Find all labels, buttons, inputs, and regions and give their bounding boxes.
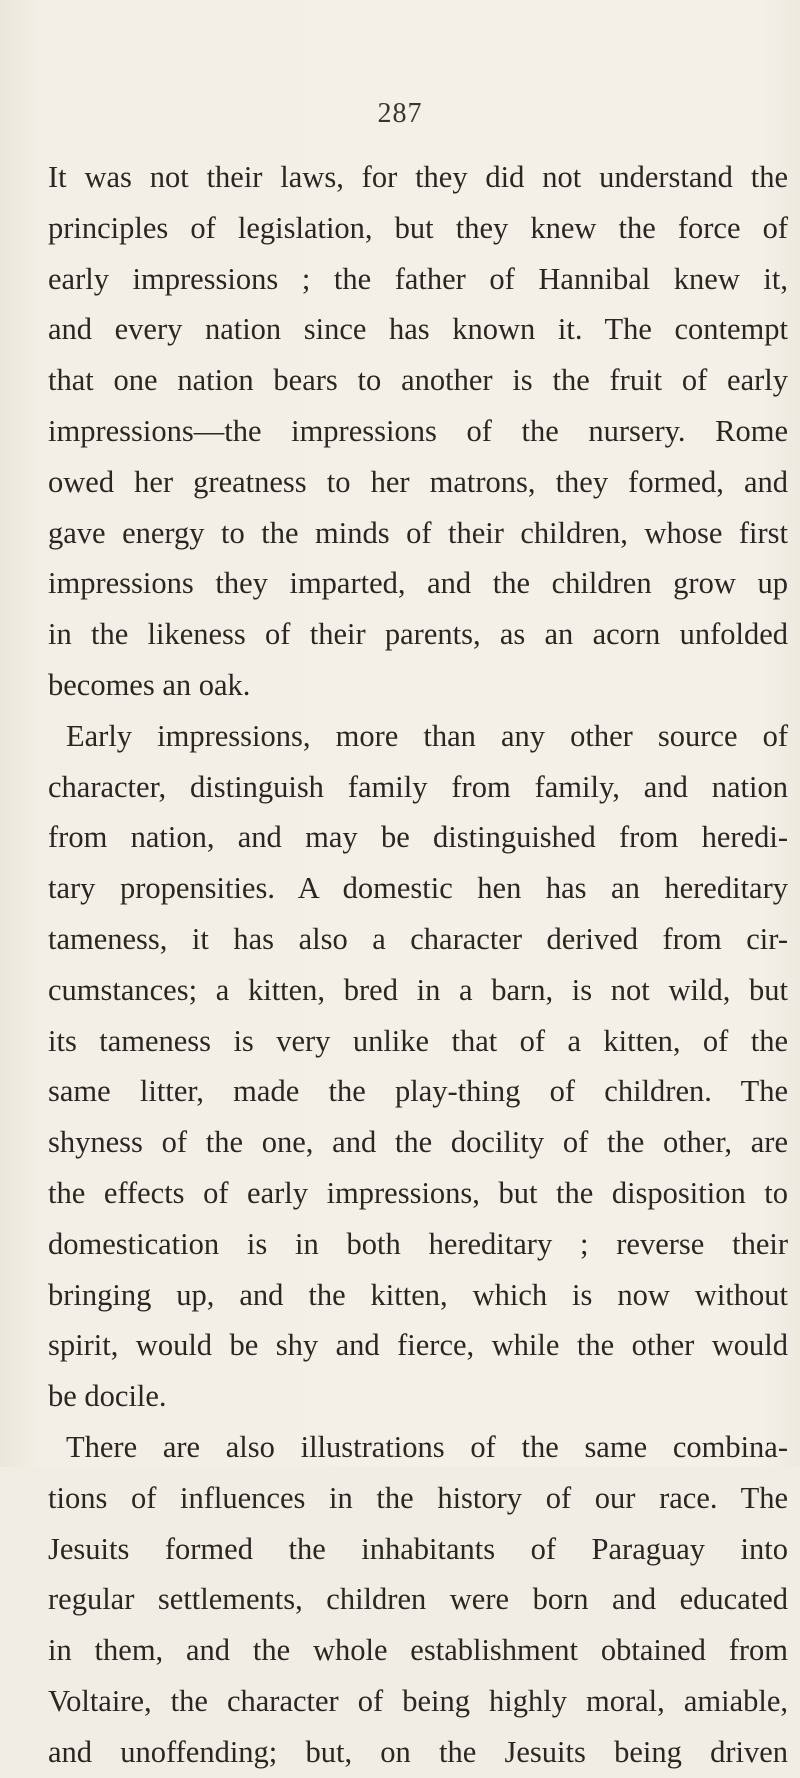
text-line: in them, and the whole establishment obtained from [48, 1633, 788, 1668]
text-line: principles of legislation, but they knew the force of [48, 210, 788, 245]
body-text [48, 152, 788, 1778]
text-line: tameness, it has also a character derived from cir- [48, 921, 788, 956]
text-line: Jesuits formed the inhabitants of Paraguay into [48, 1531, 788, 1566]
text-line: that one nation bears to another is the fruit of early [48, 363, 788, 398]
text-line: owed her greatness to her matrons, they formed, and [48, 464, 788, 499]
text-line: Early impressions, more than any other source of [66, 718, 788, 753]
text-line: It was not their laws, for they did not understand the [48, 160, 788, 194]
text-line: cumstances; a kitten, bred in a barn, is not wild, but [48, 972, 788, 1007]
text-line: be docile. [48, 1379, 167, 1414]
text-line: spirit, would be shy and fierce, while the other would [48, 1328, 788, 1363]
text-line: from nation, and may be distinguished from heredi- [48, 820, 788, 855]
text-line: and every nation since has known it. The contempt [48, 312, 788, 347]
text-line: shyness of the one, and the docility of the other, are [48, 1125, 788, 1160]
text-line: impressions they imparted, and the children grow up [48, 566, 788, 601]
text-line: bringing up, and the kitten, which is now without [48, 1277, 788, 1312]
text-line: early impressions ; the father of Hannibal knew it, [48, 261, 788, 296]
text-line: There are also illustrations of the same combina- [66, 1429, 788, 1464]
text-line: domestication is in both hereditary ; reverse their [48, 1226, 788, 1261]
text-line: regular settlements, children were born and educated [48, 1582, 788, 1617]
text-line: tions of influences in the history of our race. The [48, 1480, 788, 1515]
text-line: becomes an oak. [48, 667, 251, 702]
text-line: gave energy to the minds of their children, whose first [48, 515, 788, 550]
text-line: Voltaire, the character of being highly moral, amiable, [48, 1683, 788, 1718]
page-number: 287 [377, 98, 423, 129]
text-line: and unoffending; but, on the Jesuits being driven [48, 1734, 788, 1769]
text-line: same litter, made the play-thing of children. The [48, 1074, 788, 1109]
text-line: tary propensities. A domestic hen has an hereditary [48, 871, 788, 906]
text-line: the effects of early impressions, but the disposition to [48, 1175, 788, 1210]
text-line: in the likeness of their parents, as an acorn unfolded [48, 617, 788, 652]
text-line: its tameness is very unlike that of a kitten, of the [48, 1023, 788, 1058]
text-line: impressions—the impressions of the nursery. Rome [48, 413, 788, 448]
text-line: character, distinguish family from family, and nation [48, 769, 788, 804]
